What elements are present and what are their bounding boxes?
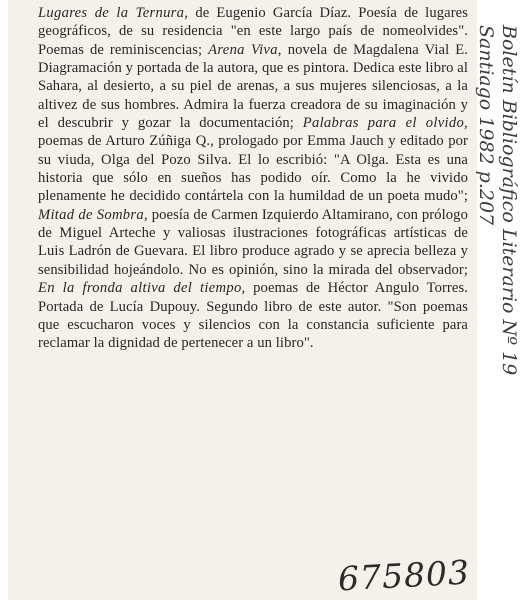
source-publication-line: Boletín Bibliográfico Literario Nº 19: [498, 25, 520, 376]
review-text-5: poemas de Héctor Angulo Torres. Portada de Lucía Dupouy. Segundo libro de este autor. "Son poemas que escucharon voces y silencios con la constancia suficiente para reclamar la dignidad de pertenecer a un libro".: [38, 280, 468, 352]
review-text-4: poesía de Carmen Izquierdo Altamirano, con prólogo de Miguel Arteche y valiosas ilustraciones fotográficas artísticas de Luis Ladrón de Guevara. El libro produce agrado y se aprecia belleza y sensibilidad hojeándolo. No es opinión, sino la mirada del observador;: [38, 206, 468, 278]
newspaper-clipping: [8, 0, 477, 600]
review-text-2: novela de Magdalena Vial E. Diagramación y portada de la autora, que es pintora. Dedica este libro al Sahara, al desierto, a su piel de arenas, a sus mujeres silenciosas, a la altivez de sus hombres. Admira la fuerza creadora de su imaginación y el descubrir y gozar la documentación;: [38, 41, 468, 132]
book-title-arena-viva: Arena Viva,: [208, 41, 282, 58]
handwritten-source-note: [474, 25, 520, 585]
book-title-palabras-para-el-olvido: Palabras para el olvido,: [302, 115, 468, 132]
review-text-3: poemas de Arturo Zúñiga Q., prologado por Emma Jauch y editado por su viuda, Olga del Pozo Silva. El lo escribió: "A Olga. Esta es una historia que sólo en sueños has podido oír. Como la he vivido plenamente he decidido contártela con la humildad de un poeta mudo";: [38, 133, 468, 205]
article-body: [38, 4, 468, 353]
review-text-1: de Eugenio García Díaz. Poesía de lugares geográficos, de su residencia "en este largo país de nomeolvides". Poemas de reminiscencias;: [38, 5, 469, 58]
source-place-date-line: Santiago 1982 p.207: [475, 25, 497, 226]
book-title-en-la-fronda-altiva: En la fronda altiva del tiempo,: [38, 280, 246, 297]
book-title-mitad-de-sombra: Mitad de Sombra,: [38, 206, 148, 223]
book-title-lugares-de-la-ternura: Lugares de la Ternura,: [38, 5, 189, 21]
handwritten-record-number: 675803: [337, 552, 471, 599]
